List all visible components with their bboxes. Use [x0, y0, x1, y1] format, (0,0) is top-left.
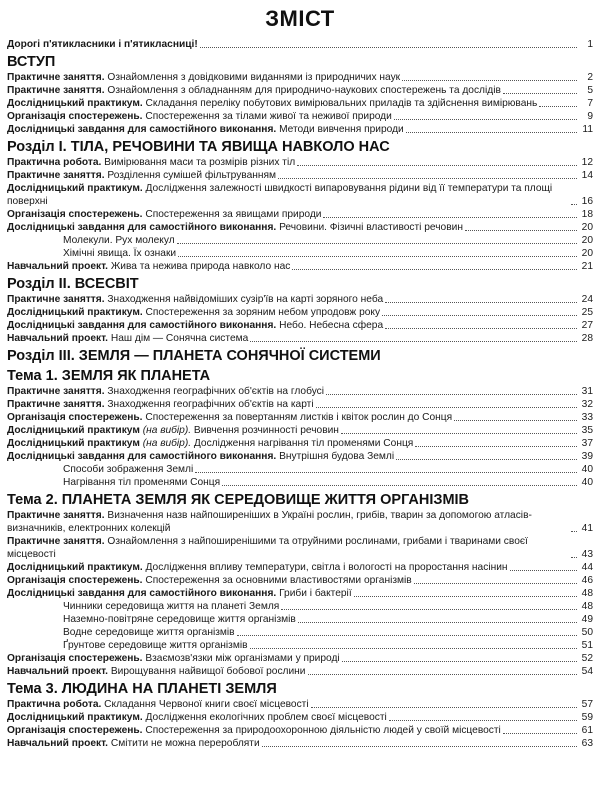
- page-number: 41: [581, 523, 593, 534]
- page-number: 32: [581, 399, 593, 410]
- toc-entry[interactable]: [7, 574, 593, 587]
- entry-label: Дослідницький практикум.: [7, 307, 143, 318]
- entry-text: [7, 306, 380, 319]
- dot-leader: [222, 485, 577, 486]
- entry-text: [7, 221, 463, 234]
- toc-entry[interactable]: [7, 169, 593, 182]
- section-heading: ВСТУП: [7, 54, 56, 70]
- page-number: 61: [581, 725, 593, 736]
- toc-subentry[interactable]: [7, 234, 593, 247]
- entry-text: [7, 169, 276, 182]
- toc-subentry[interactable]: [7, 247, 593, 260]
- toc-entry[interactable]: [7, 652, 593, 665]
- entry-description: Знаходження географічних об'єктів на карті: [104, 399, 314, 410]
- page-number: 25: [581, 307, 593, 318]
- entry-text: [7, 260, 290, 273]
- entry-text: [7, 737, 260, 750]
- entry-description: Чинники середовища життя на планеті Земля: [63, 601, 280, 612]
- page-number: 11: [582, 124, 593, 135]
- entry-label: Навчальний проект.: [7, 261, 109, 272]
- entry-text: [7, 424, 339, 437]
- toc-entry[interactable]: [7, 332, 593, 345]
- entry-description: Молекули. Рух молекул: [63, 235, 175, 246]
- toc-entry[interactable]: [7, 509, 593, 535]
- entry-text: [7, 293, 383, 306]
- section-heading: Розділ І. ТІЛА, РЕЧОВИНИ ТА ЯВИЩА НАВКОЛО НАС: [7, 139, 390, 155]
- page-number: 37: [581, 438, 593, 449]
- toc-entry[interactable]: [7, 587, 593, 600]
- dot-leader: [396, 459, 577, 460]
- dot-leader: [250, 648, 577, 649]
- dot-leader: [503, 733, 577, 734]
- dot-leader: [394, 119, 577, 120]
- entry-text: [7, 156, 295, 169]
- page-number: 9: [587, 111, 593, 122]
- entry-text: [7, 711, 387, 724]
- entry-label: Дослідницький практикум.: [7, 98, 143, 109]
- dot-leader: [237, 635, 577, 636]
- dot-leader: [297, 165, 577, 166]
- entry-description: Ґрунтове середовище життя організмів: [63, 640, 248, 651]
- dot-leader: [177, 243, 577, 244]
- toc-entry[interactable]: [7, 156, 593, 169]
- entry-description: Спостереження за природоохоронною діяльністю людей у своїй місцевості: [142, 725, 501, 736]
- page-number: 12: [581, 157, 593, 168]
- toc-entry[interactable]: [7, 450, 593, 463]
- section-heading: Тема 3. ЛЮДИНА НА ПЛАНЕТІ ЗЕМЛЯ: [7, 681, 277, 697]
- entry-label: Організація спостережень.: [7, 575, 143, 586]
- entry-text: [7, 182, 569, 208]
- toc-entry[interactable]: [7, 123, 593, 136]
- page-number: 2: [587, 72, 593, 83]
- toc-entry[interactable]: [7, 221, 593, 234]
- entry-description: Спостереження за тілами живої та неживої природи: [142, 111, 392, 122]
- page-number: 50: [581, 627, 593, 638]
- entry-text: [7, 385, 324, 398]
- entry-text: [7, 123, 404, 136]
- entry-label: Дослідницький практикум: [7, 438, 140, 449]
- dot-leader: [262, 746, 577, 747]
- dot-leader: [382, 315, 577, 316]
- entry-description: Складання Червоної книги своєї місцевості: [101, 699, 309, 710]
- dot-leader: [250, 341, 577, 342]
- entry-description: Спостереження за явищами природи: [142, 209, 322, 220]
- toc-subentry[interactable]: [7, 613, 593, 626]
- toc-entry[interactable]: [7, 208, 593, 221]
- entry-label: Дослідницькі завдання для самостійного виконання.: [7, 588, 277, 599]
- entry-label: Дослідницький практикум.: [7, 562, 143, 573]
- page-number: 40: [581, 464, 593, 475]
- section-heading: Розділ II. ВСЕСВІТ: [7, 276, 139, 292]
- entry-text: [7, 535, 569, 561]
- toc-subentry[interactable]: [7, 639, 593, 652]
- entry-description: Вимірювання маси та розмірів різних тіл: [101, 157, 296, 168]
- entry-label: Практичне заняття.: [7, 170, 105, 181]
- entry-description: Небо. Небесна сфера: [276, 320, 384, 331]
- dot-leader: [316, 407, 577, 408]
- entry-description: Спостереження за зоряним небом упродовж року: [142, 307, 381, 318]
- toc-entry[interactable]: [7, 84, 593, 97]
- entry-label: Дослідницькі завдання для самостійного виконання.: [7, 222, 277, 233]
- toc-entry[interactable]: [7, 561, 593, 574]
- page-number: 35: [581, 425, 593, 436]
- dot-leader: [571, 557, 577, 558]
- dot-leader: [195, 472, 577, 473]
- dot-leader: [323, 217, 577, 218]
- entry-note: (на вибір).: [139, 438, 192, 449]
- toc-subentry[interactable]: [7, 600, 593, 613]
- dot-leader: [385, 328, 577, 329]
- page-number: 40: [581, 477, 593, 488]
- entry-description: Знаходження географічних об'єктів на глобусі: [104, 386, 325, 397]
- toc-entry[interactable]: [7, 698, 593, 711]
- entry-text: [7, 574, 412, 587]
- entry-description: Ознайомлення з найпоширенішими та отруйними рослинами, грибами і тваринами своєї місцевості: [7, 536, 528, 560]
- entry-text: [63, 626, 235, 639]
- entry-label: Дорогі п'ятикласники і п'ятикласниці!: [7, 39, 198, 50]
- entry-description: Визначення назв найпоширеніших в Україні рослин, грибів, тварин за допомогою атласів-визначників, електронних колекцій: [7, 510, 532, 534]
- page-number: 54: [581, 666, 593, 677]
- entry-text: [7, 724, 501, 737]
- dot-leader: [342, 661, 577, 662]
- entry-label: Практичне заняття.: [7, 510, 105, 521]
- toc-entry[interactable]: [7, 110, 593, 123]
- entry-text: [63, 613, 296, 626]
- entry-text: [63, 476, 220, 489]
- page-number: 1: [587, 39, 593, 50]
- toc-entry[interactable]: [7, 306, 593, 319]
- entry-text: [7, 698, 309, 711]
- page-number: 24: [581, 294, 593, 305]
- dot-leader: [178, 256, 577, 257]
- page-number: 27: [581, 320, 593, 331]
- dot-leader: [308, 674, 578, 675]
- entry-label: Практична робота.: [7, 699, 102, 710]
- dot-leader: [326, 394, 577, 395]
- dot-leader: [454, 420, 577, 421]
- entry-note: (на вибір).: [139, 425, 192, 436]
- dot-leader: [278, 178, 577, 179]
- entry-description: Вивчення розчинності речовин: [191, 425, 339, 436]
- dot-leader: [292, 269, 577, 270]
- entry-description: Розділення сумішей фільтруванням: [104, 170, 277, 181]
- entry-description: Жива та нежива природа навколо нас: [108, 261, 291, 272]
- toc-entry[interactable]: [7, 437, 593, 450]
- entry-label: Дослідницькі завдання для самостійного виконання.: [7, 451, 277, 462]
- page-number: 48: [581, 588, 593, 599]
- entry-label: Організація спостережень.: [7, 209, 143, 220]
- entry-description: Дослідження залежності швидкості випаровування рідини від її температури та площі поверхні: [7, 183, 553, 207]
- toc-subentry[interactable]: [7, 626, 593, 639]
- dot-leader: [510, 570, 577, 571]
- page-number: 63: [581, 738, 593, 749]
- page-number: 52: [581, 653, 593, 664]
- entry-label: Організація спостережень.: [7, 725, 143, 736]
- section-heading: Тема 2. ПЛАНЕТА ЗЕМЛЯ ЯК СЕРЕДОВИЩЕ ЖИТТЯ ОРГАНІЗМІВ: [7, 492, 470, 508]
- entry-label: Дослідницький практикум: [7, 425, 140, 436]
- entry-description: Дослідження нагрівання тіл променями Сонця: [191, 438, 414, 449]
- page-number: 43: [581, 549, 593, 560]
- entry-label: Практичне заняття.: [7, 294, 105, 305]
- page-number: 7: [587, 98, 593, 109]
- page-number: 39: [581, 451, 593, 462]
- entry-label: Дослідницький практикум.: [7, 712, 143, 723]
- entry-description: Смітити не можна переробляти: [108, 738, 260, 749]
- entry-text: [63, 639, 248, 652]
- page-number: 20: [581, 235, 593, 246]
- page-number: 14: [581, 170, 593, 181]
- page-number: 49: [581, 614, 593, 625]
- entry-text: [7, 97, 537, 110]
- entry-text: [7, 587, 352, 600]
- toc-entry[interactable]: [7, 711, 593, 724]
- section-heading: Тема 1. ЗЕМЛЯ ЯК ПЛАНЕТА: [7, 368, 211, 384]
- page-number: 51: [581, 640, 593, 651]
- dot-leader: [571, 204, 577, 205]
- entry-text: [63, 247, 176, 260]
- entry-description: Способи зображення Землі: [63, 464, 194, 475]
- dot-leader: [354, 596, 577, 597]
- dot-leader: [389, 720, 577, 721]
- toc-entry[interactable]: [7, 38, 593, 51]
- toc-entry[interactable]: [7, 71, 593, 84]
- entry-description: Спостереження за повертанням листків і квіток рослин до Сонця: [142, 412, 453, 423]
- entry-description: Наш дім — Сонячна система: [108, 333, 249, 344]
- entry-description: Взаємозв'язки між організмами у природі: [142, 653, 340, 664]
- page-number: 5: [587, 85, 593, 96]
- entry-description: Дослідження екологічних проблем своєї місцевості: [142, 712, 387, 723]
- page-number: 20: [581, 248, 593, 259]
- entry-label: Дослідницькі завдання для самостійного виконання.: [7, 320, 277, 331]
- toc-entry[interactable]: [7, 724, 593, 737]
- page-number: 16: [581, 196, 593, 207]
- toc-subentry[interactable]: [7, 463, 593, 476]
- toc-subentry[interactable]: [7, 476, 593, 489]
- entry-label: Навчальний проект.: [7, 333, 109, 344]
- entry-text: [7, 450, 394, 463]
- toc-entry[interactable]: [7, 293, 593, 306]
- entry-text: [7, 437, 413, 450]
- page-number: 46: [581, 575, 593, 586]
- entry-description: Знаходження найвідоміших сузір'їв на карті зоряного неба: [104, 294, 384, 305]
- entry-description: Водне середовище життя організмів: [63, 627, 235, 638]
- dot-leader: [414, 583, 577, 584]
- entry-description: Складання переліку побутових вимірювальних приладів та здійснення вимірювань: [142, 98, 538, 109]
- entry-description: Методи вивчення природи: [276, 124, 404, 135]
- entry-description: Вирощування найвищої бобової рослини: [108, 666, 306, 677]
- dot-leader: [341, 433, 577, 434]
- dot-leader: [281, 609, 577, 610]
- dot-leader: [311, 707, 577, 708]
- entry-label: Практичне заняття.: [7, 72, 105, 83]
- entry-text: [7, 208, 321, 221]
- page-title: ЗМІСТ: [265, 6, 335, 31]
- entry-label: Практичне заняття.: [7, 386, 105, 397]
- entry-text: [7, 319, 383, 332]
- entry-description: Нагрівання тіл променями Сонця: [63, 477, 221, 488]
- page-number: 33: [581, 412, 593, 423]
- entry-text: [7, 561, 508, 574]
- entry-description: Спостереження за основними властивостями організмів: [142, 575, 412, 586]
- dot-leader: [200, 47, 577, 48]
- entry-text: [7, 411, 452, 424]
- entry-label: Практичне заняття.: [7, 85, 105, 96]
- entry-label: Навчальний проект.: [7, 666, 109, 677]
- entry-label: Організація спостережень.: [7, 412, 143, 423]
- toc-entry[interactable]: [7, 319, 593, 332]
- toc-entry[interactable]: [7, 398, 593, 411]
- entry-label: Дослідницькі завдання для самостійного виконання.: [7, 124, 277, 135]
- entry-text: [7, 84, 501, 97]
- entry-text: [7, 110, 392, 123]
- entry-description: Наземно-повітряне середовище життя організмів: [63, 614, 296, 625]
- dot-leader: [571, 531, 577, 532]
- entry-label: Дослідницький практикум.: [7, 183, 143, 194]
- page-number: 44: [581, 562, 593, 573]
- section-heading: Розділ III. ЗЕМЛЯ — ПЛАНЕТА СОНЯЧНОЇ СИСТЕМИ: [7, 348, 381, 364]
- entry-text: [63, 600, 279, 613]
- dot-leader: [402, 80, 577, 81]
- entry-description: Хімічні явища. Їх ознаки: [63, 248, 177, 259]
- toc-entry[interactable]: [7, 411, 593, 424]
- dot-leader: [385, 302, 577, 303]
- page-number: 59: [581, 712, 593, 723]
- entry-text: [7, 38, 198, 51]
- entry-label: Організація спостережень.: [7, 653, 143, 664]
- entry-text: [7, 71, 400, 84]
- page-number: 57: [581, 699, 593, 710]
- dot-leader: [406, 132, 577, 133]
- dot-leader: [465, 230, 577, 231]
- toc-entry[interactable]: [7, 385, 593, 398]
- entry-label: Навчальний проект.: [7, 738, 109, 749]
- entry-text: [7, 665, 306, 678]
- toc-entry[interactable]: [7, 737, 593, 750]
- entry-text: [7, 509, 569, 535]
- page-number: 21: [581, 261, 593, 272]
- page-number: 48: [581, 601, 593, 612]
- page-number: 28: [581, 333, 593, 344]
- entry-label: Організація спостережень.: [7, 111, 143, 122]
- entry-label: Практична робота.: [7, 157, 102, 168]
- toc-entry[interactable]: [7, 260, 593, 273]
- entry-text: [7, 332, 248, 345]
- page-number: 20: [581, 222, 593, 233]
- toc-entry[interactable]: [7, 665, 593, 678]
- toc-entry[interactable]: [7, 424, 593, 437]
- dot-leader: [298, 622, 577, 623]
- entry-description: Речовини. Фізичні властивості речовин: [276, 222, 463, 233]
- page-number: 31: [581, 386, 593, 397]
- entry-description: Внутрішня будова Землі: [276, 451, 395, 462]
- dot-leader: [539, 106, 577, 107]
- entry-text: [63, 234, 175, 247]
- entry-description: Ознайомлення з обладнанням для природничо-наукових спостережень та дослідів: [104, 85, 501, 96]
- entry-description: Ознайомлення з довідковими виданнями із природничих наук: [104, 72, 401, 83]
- entry-text: [7, 398, 314, 411]
- toc-entry[interactable]: [7, 535, 593, 561]
- toc-entry[interactable]: [7, 97, 593, 110]
- entry-label: Практичне заняття.: [7, 399, 105, 410]
- table-of-contents: [7, 38, 593, 750]
- entry-description: Дослідження впливу температури, світла і вологості на проростання насінин: [142, 562, 508, 573]
- entry-text: [63, 463, 193, 476]
- page-number: 18: [581, 209, 593, 220]
- dot-leader: [415, 446, 577, 447]
- entry-text: [7, 652, 340, 665]
- dot-leader: [503, 93, 577, 94]
- entry-description: Гриби і бактерії: [276, 588, 352, 599]
- toc-entry[interactable]: [7, 182, 593, 208]
- entry-label: Практичне заняття.: [7, 536, 105, 547]
